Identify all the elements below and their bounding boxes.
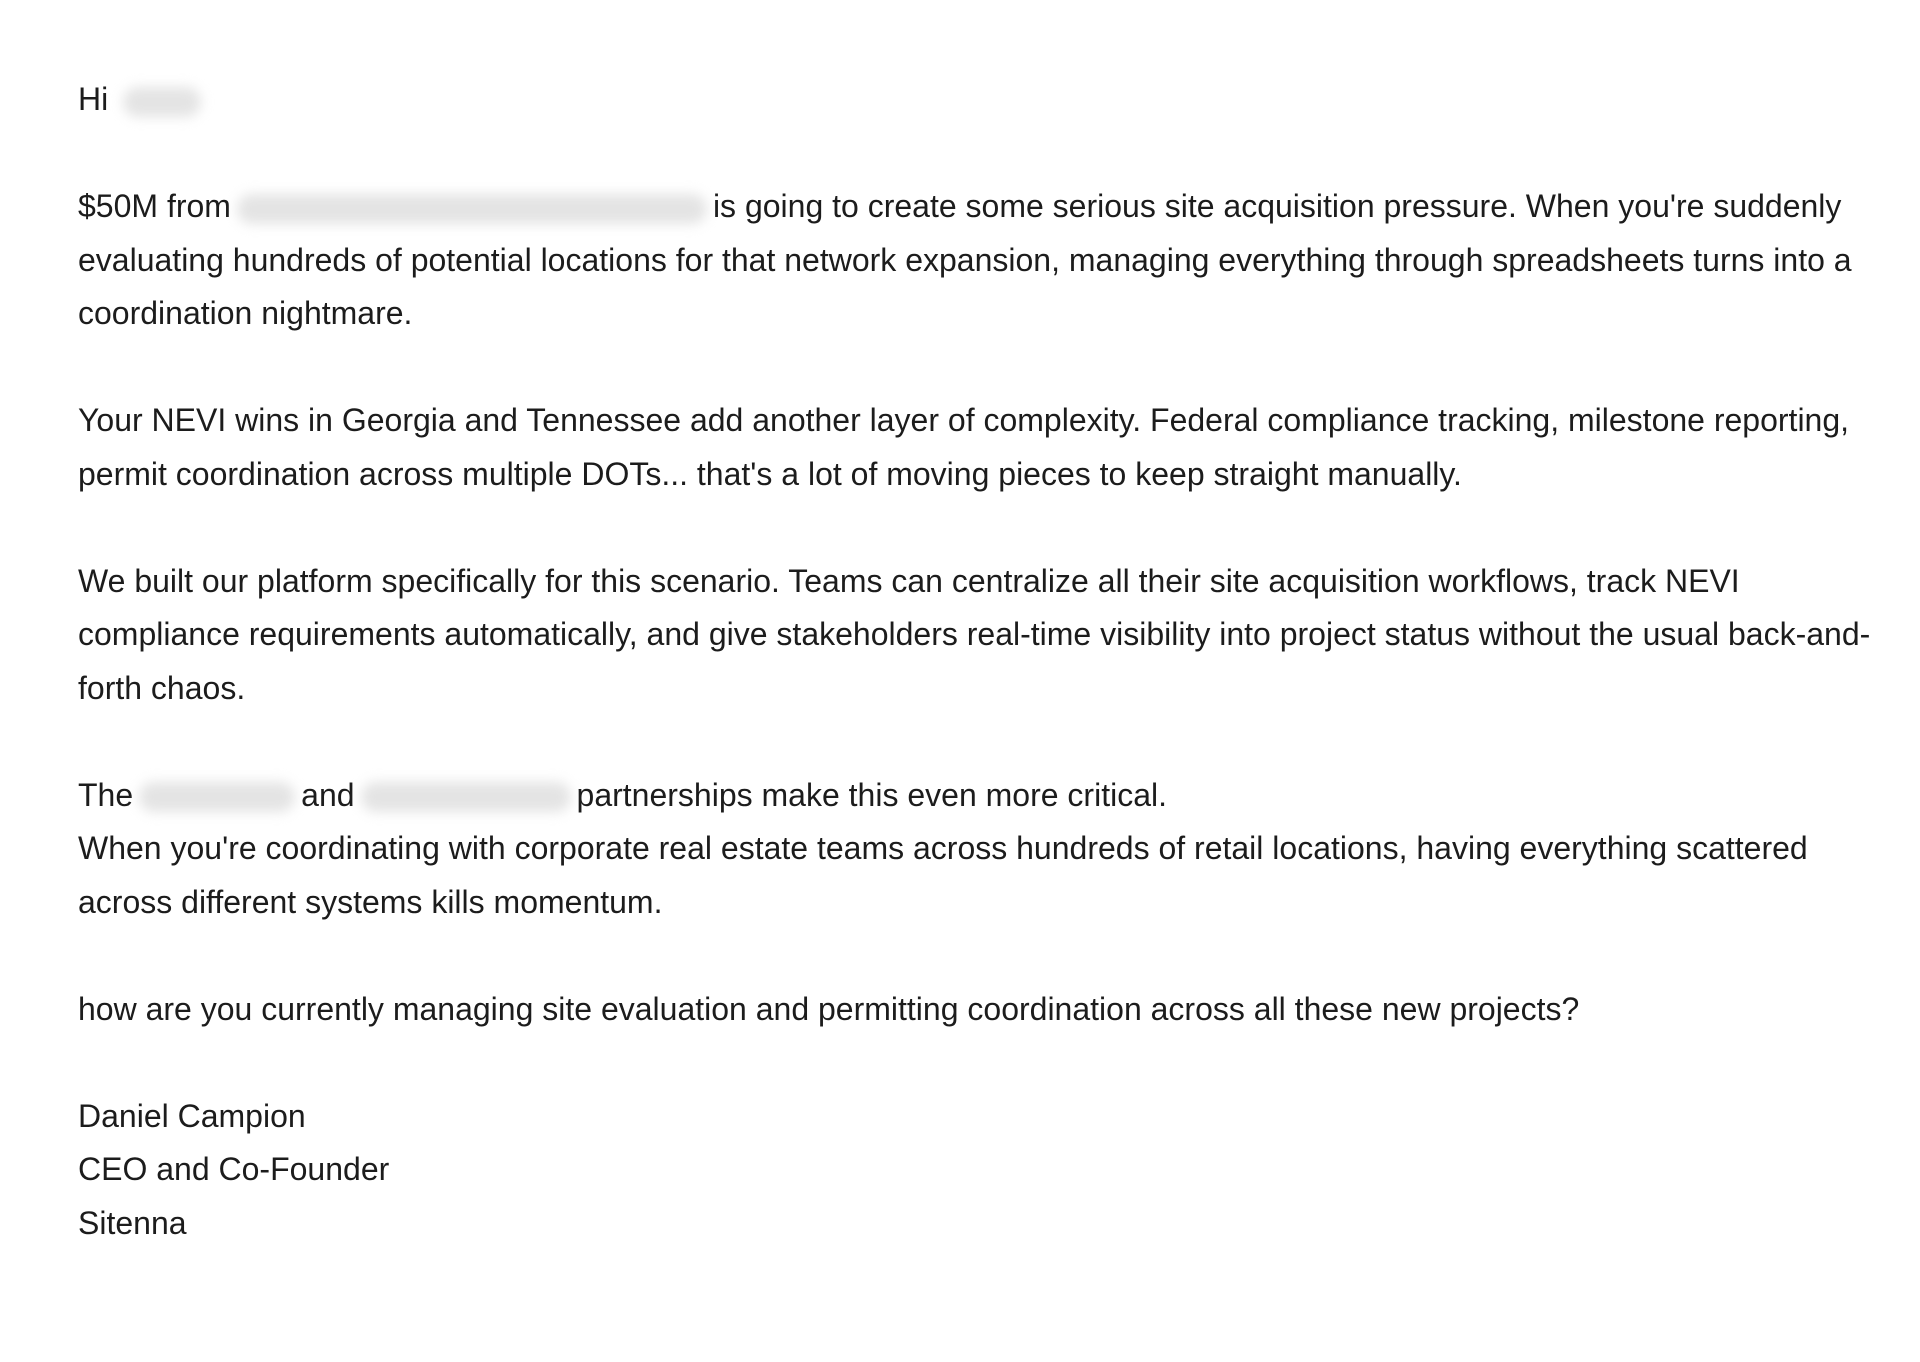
funding-suffix: is going to create some serious site acquisition pressure. When you're suddenly evaluating hundreds of potential locations for that network expansion, managing everything through spreadsheets turns into a coordination nightmare. bbox=[78, 188, 1852, 331]
partnerships-middle: and bbox=[301, 776, 355, 813]
redacted-investor-name bbox=[237, 194, 707, 224]
signature-block bbox=[78, 1090, 1878, 1251]
redacted-recipient-name bbox=[123, 87, 201, 117]
paragraph-platform: We built our platform specifically for this scenario. Teams can centralize all their site acquisition workflows, track NEVI compliance requirements automatically, and give stakeholders real-time visibility into project status without the usual back-and-forth chaos. bbox=[78, 562, 1871, 706]
email-body bbox=[78, 73, 1878, 1250]
funding-prefix: $50M from bbox=[78, 188, 231, 224]
paragraph-partnerships bbox=[78, 769, 1878, 930]
redacted-partner-one bbox=[139, 782, 295, 812]
greeting bbox=[78, 73, 1878, 127]
partnerships-suffix: partnerships make this even more critical. bbox=[576, 776, 1167, 813]
paragraph-question: how are you currently managing site evaluation and permitting coordination across all these new projects? bbox=[78, 990, 1580, 1027]
signature-name: Daniel Campion bbox=[78, 1097, 306, 1134]
partnerships-prefix: The bbox=[78, 776, 134, 813]
signature-title: CEO and Co-Founder bbox=[78, 1151, 390, 1187]
signature-company: Sitenna bbox=[78, 1204, 187, 1241]
paragraph-nevi: Your NEVI wins in Georgia and Tennessee add another layer of complexity. Federal compliance tracking, milestone reporting, permit coordination across multiple DOTs... that's a lot of moving pieces to keep straight manually. bbox=[78, 402, 1850, 492]
paragraph-funding bbox=[78, 180, 1878, 341]
partnerships-line bbox=[78, 769, 1878, 823]
partnerships-line-two: When you're coordinating with corporate real estate teams across hundreds of retail locations, having everything scattered across different systems kills momentum. bbox=[78, 830, 1808, 920]
greeting-text: Hi bbox=[78, 81, 109, 117]
redacted-partner-two bbox=[361, 782, 571, 812]
